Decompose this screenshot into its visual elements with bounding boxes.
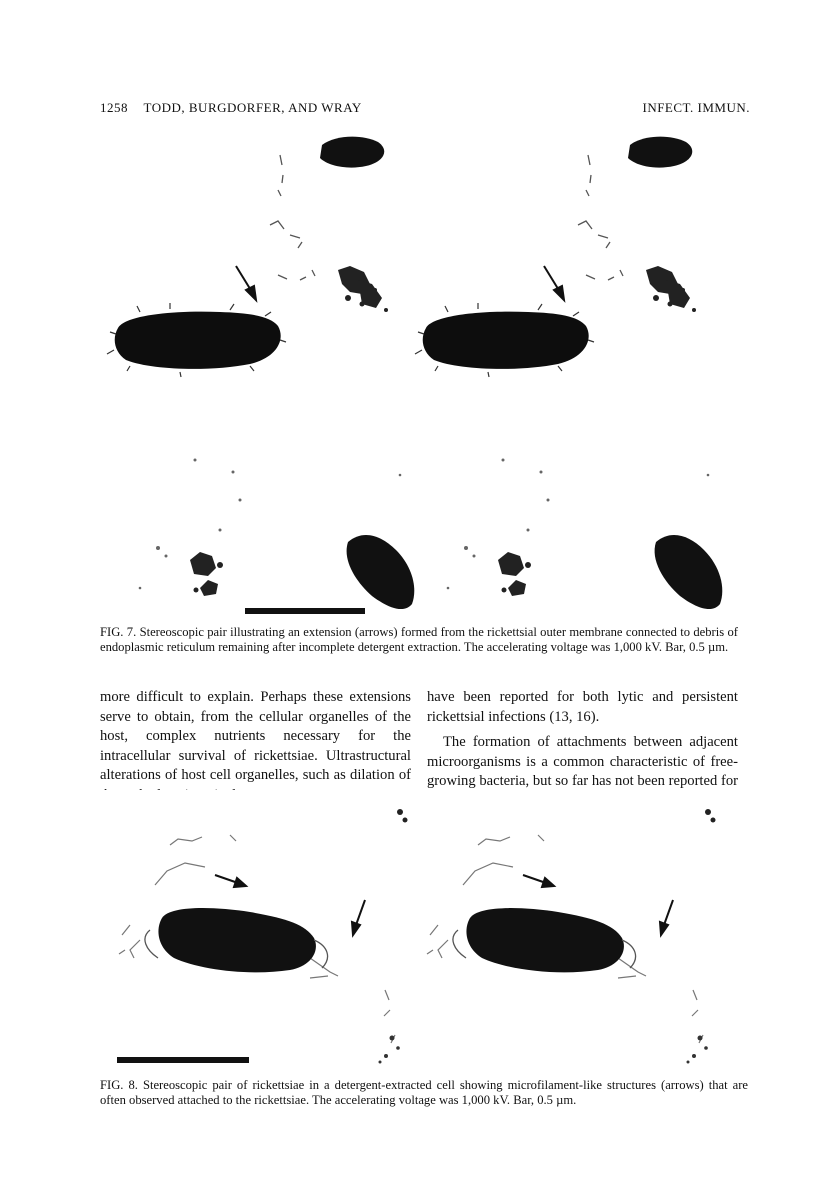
figure-8-stereo-pair — [100, 790, 740, 1075]
body-left-column: more difficult to explain. Perhaps these extensions serve to obtain, from the cellular organelles of the host, complex nutrients necessary for the intracellular survival of rickettsiae. Ultrastructural alterations of host cell organelles, such as dilation of — [100, 689, 411, 783]
figure-7-caption: FIG. 7. Stereoscopic pair illustrating an extension (arrows) formed from the rickettsial outer membrane connected to debris of endoplasmic reticulum remaining after incomplete detergent extraction. The accelerating voltage was 1,000 kV. Bar, 0.5 µm. — [100, 625, 738, 654]
figure-8-scale-bar — [117, 1057, 249, 1063]
running-head-journal: INFECT. IMMUN. — [642, 100, 750, 115]
running-head-authors: TODD, BURGDORFER, AND WRAY — [143, 100, 362, 115]
figure-7-stereo-pair — [100, 130, 730, 620]
figure-7-micrograph — [100, 130, 730, 620]
page-number: 1258 — [100, 100, 128, 115]
running-header — [100, 100, 750, 122]
body-right-paragraph-2: The formation of attachments between adjacent microorganisms is a common characteristic of free-growing bacteria, but so far has not been reported for — [427, 734, 738, 789]
figure-7-scale-bar — [245, 608, 365, 614]
body-right-paragraph-1: have been reported for both lytic and persistent rickettsial infections (13, 16). — [427, 689, 738, 725]
figure-8-micrograph — [100, 790, 740, 1075]
figure-8-caption: FIG. 8. Stereoscopic pair of rickettsiae in a detergent-extracted cell showing microfilament-like structures (arrows) that are often observed attached to the rickettsiae. The accelerating voltage was 1,000 kV. Bar, 0.5 µm. — [100, 1078, 748, 1107]
